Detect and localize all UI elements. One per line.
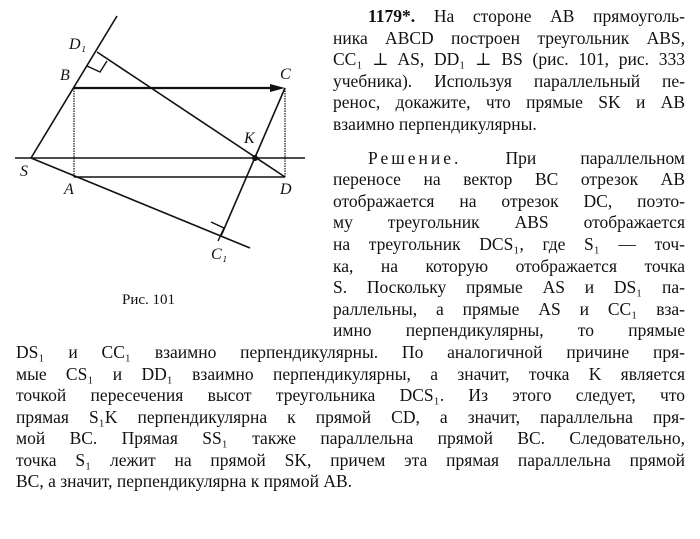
solution-line-13: прямая S₁K перпендикулярна к прямой CD, а значит, параллельна пря- xyxy=(16,407,685,427)
problem-line-6: взаимно перпендикулярны. xyxy=(333,114,537,134)
solution-line-7: S. Поскольку прямые AS и DS₁ па- xyxy=(333,277,685,297)
solution-line-9: имно перпендикулярны, то прямые xyxy=(333,320,685,340)
line-SA xyxy=(31,158,250,248)
figure-caption: Рис. 101 xyxy=(122,292,176,308)
solution-line-1 xyxy=(368,148,685,169)
solution-line-5: на треугольник DCS₁, где S₁ — точ- xyxy=(333,234,685,254)
point-K xyxy=(252,155,258,161)
solution-line-14: мой BC. Прямая SS₁ также параллельна прямой BC. Следовательно, xyxy=(16,428,685,448)
figure-diagram xyxy=(0,0,320,290)
problem-marker: *. xyxy=(402,6,416,26)
solution-line-11: мые CS₁ и DD₁ взаимно перпендикулярны, а значит, точка K является xyxy=(16,364,685,384)
solution-line-4: му треугольник ABS отображается xyxy=(333,212,685,232)
solution-line-15: точка S₁ лежит на прямой SK, причем эта прямая параллельна прямой xyxy=(16,450,685,470)
right-angle-C1 xyxy=(211,222,224,241)
problem-line-1 xyxy=(368,6,685,27)
problem-number: 1179 xyxy=(368,6,403,26)
solution-line-2: переносе на вектор BC отрезок AB xyxy=(333,169,685,189)
solution-text: При параллельном xyxy=(505,148,685,168)
problem-line-5: ренос, докажите, что прямые SK и AB xyxy=(333,92,685,112)
problem-text: На стороне AB прямоуголь- xyxy=(433,6,685,26)
label-C1: C₁ xyxy=(211,246,228,263)
right-angle-D1 xyxy=(87,61,107,72)
solution-line-16: BC, а значит, перпендикулярна к прямой AB. xyxy=(16,471,353,491)
solution-line-6: ка, на которую отображается точка xyxy=(333,256,685,276)
problem-line-4: учебника). Используя параллельный пе- xyxy=(333,71,685,91)
label-D1: D₁ xyxy=(69,36,87,53)
line-CC1 xyxy=(221,88,285,236)
solution-line-10: DS₁ и CC₁ взаимно перпендикулярны. По аналогичной причине пря- xyxy=(16,342,685,362)
solution-heading: Решение. xyxy=(368,148,462,168)
vector-arrowhead xyxy=(270,84,285,92)
solution-line-12: точкой пересечения высот треугольника DCS₁. Из этого следует, что xyxy=(16,385,685,405)
label-A: A xyxy=(64,181,74,198)
geometry-figure xyxy=(0,0,320,290)
problem-line-2: ника ABCD построен треугольник ABS, xyxy=(333,28,685,48)
label-S: S xyxy=(20,163,28,180)
label-D: D xyxy=(280,181,292,198)
problem-line-3: CC₁ ⊥ AS, DD₁ ⊥ BS (рис. 101, рис. 333 xyxy=(333,49,685,69)
label-B: B xyxy=(60,67,70,84)
label-K: K xyxy=(244,130,255,147)
label-C: C xyxy=(280,66,291,83)
solution-line-3: отображается на отрезок DC, поэто- xyxy=(333,191,685,211)
solution-line-8: раллельны, а прямые AS и CC₁ вза- xyxy=(333,299,685,319)
